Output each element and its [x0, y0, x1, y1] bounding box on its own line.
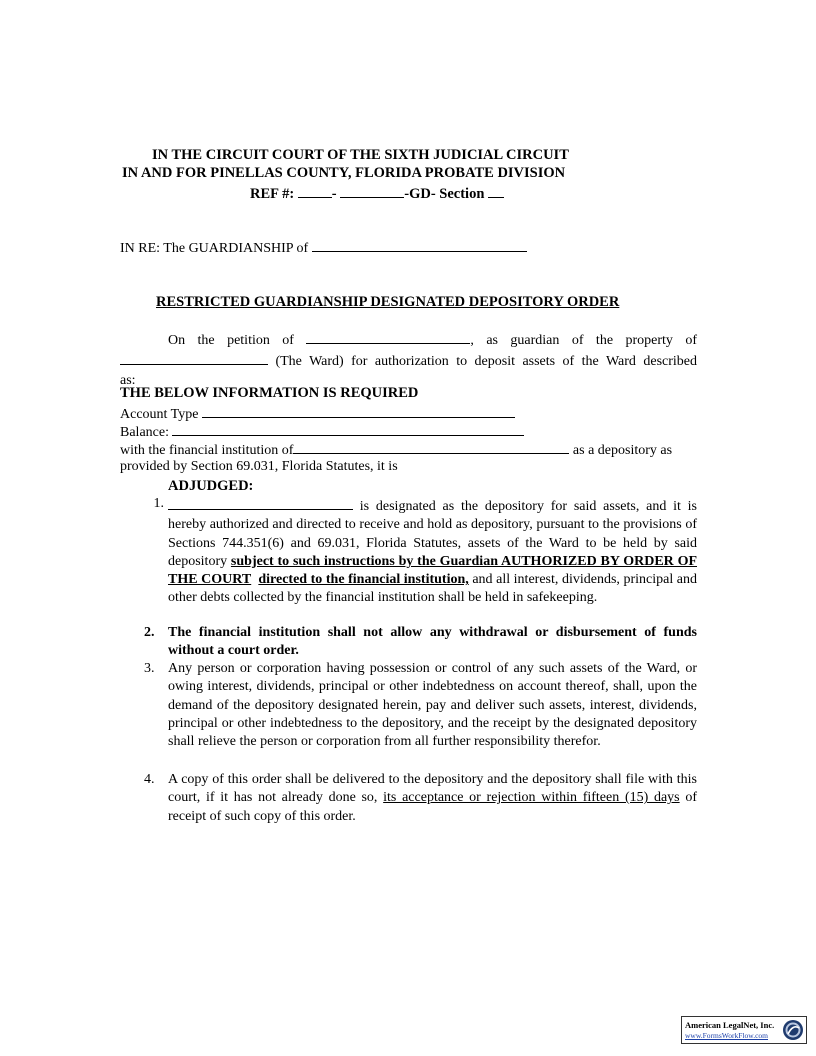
account-type-blank[interactable] — [202, 403, 515, 418]
order-item-2 — [144, 624, 697, 661]
ref-suffix: -GD- Section — [404, 186, 485, 202]
in-re-line — [120, 237, 527, 258]
petition-text-a: On the petition of — [168, 333, 294, 348]
petition-as: as: — [120, 372, 136, 388]
order-item-1 — [153, 495, 698, 608]
american-legalnet-logo[interactable] — [681, 1016, 807, 1044]
ward-name-blank[interactable] — [312, 237, 527, 252]
balance-blank[interactable] — [172, 421, 524, 436]
item-4-text-a: A copy of this order shall be delivered to the depository and the depository shall file with this court, if it has not already done so, — [168, 772, 697, 806]
court-header-line-2: IN AND FOR PINELLAS COUNTY, FLORIDA PROBATE DIVISION — [122, 165, 566, 181]
item-3-text: Any person or corporation having possession or control of any such assets of the Ward, or owing interest, dividends, principal or other indebtedness on account thereof, shall, upon the demand of the depository designated herein, pay and deliver such assets, interest, dividends, principal or other indebtedness to the depository, and the receipt by the designated depository shall relieve the person or corporation from all further responsibility therefor. — [168, 661, 697, 750]
item-1-text-a: is designated as the depository for said assets, and it is hereby authorized and directed to receive and hold as depository, pursuant to the provisions of Sections 744.351(6) and 69.031, Florida Statutes, assets of the Ward to be held by said depository — [168, 499, 697, 569]
order-title: RESTRICTED GUARDIANSHIP DESIGNATED DEPOSITORY ORDER — [156, 294, 620, 310]
item-2-text: The financial institution shall not allow any withdrawal or disbursement of funds without a court order. — [168, 625, 697, 659]
item-number: 1. — [153, 496, 164, 511]
ref-blank-2[interactable] — [340, 183, 404, 198]
adjudged-heading: ADJUDGED: — [168, 478, 254, 494]
court-header-line-1: IN THE CIRCUIT COURT OF THE SIXTH JUDICIAL CIRCUIT — [152, 147, 569, 163]
logo-url[interactable]: www.FormsWorkFlow.com — [685, 1031, 769, 1040]
ref-label: REF #: — [250, 186, 295, 202]
item-number: 2. — [144, 625, 155, 640]
petition-text-c: (The Ward) for authorization to deposit assets of the Ward described — [275, 354, 698, 370]
item-1-text-b: and all interest, dividends, principal and other debts collected by the financial institution shall be held in safekeeping. — [168, 572, 697, 606]
item-4-text-b: of receipt of such copy of this order. — [168, 790, 698, 824]
ref-number-line — [250, 183, 504, 203]
item-1-bold-directed: directed to the financial institution, — [258, 572, 469, 588]
petition-line-2 — [120, 350, 697, 371]
depository-name-blank[interactable] — [168, 495, 353, 510]
order-item-3 — [144, 660, 697, 751]
item-1-bold-instructions: subject to such instructions by the Guardian AUTHORIZED BY ORDER OF THE COURT — [168, 553, 698, 588]
balance-label: Balance: — [120, 425, 169, 440]
ref-section-blank[interactable] — [488, 183, 504, 198]
item-4-underlined: its acceptance or rejection within fifteen (15) days — [383, 790, 680, 806]
item-number: 3. — [144, 661, 155, 676]
petition-paragraph — [120, 329, 697, 390]
in-re-label: IN RE: The GUARDIANSHIP of — [120, 241, 309, 256]
ward-blank[interactable] — [120, 350, 268, 365]
provided-by-line: provided by Section 69.031, Florida Statutes, it is — [120, 459, 398, 474]
order-item-4 — [144, 771, 698, 826]
account-type-label: Account Type — [120, 407, 199, 422]
petition-text-b: , as guardian of the property of — [470, 333, 697, 348]
as-depository-text: as a depository as — [572, 443, 673, 458]
petitioner-blank[interactable] — [306, 329, 470, 344]
petition-line-1 — [120, 329, 697, 350]
institution-label: with the financial institution of — [120, 443, 294, 458]
institution-blank[interactable] — [293, 439, 569, 454]
ref-blank-1[interactable] — [298, 183, 332, 198]
item-number: 4. — [144, 772, 155, 787]
ref-separator: - — [331, 186, 337, 202]
globe-icon — [782, 1019, 804, 1041]
required-heading: THE BELOW INFORMATION IS REQUIRED — [120, 385, 419, 401]
logo-company-name: American LegalNet, Inc. — [685, 1020, 775, 1030]
